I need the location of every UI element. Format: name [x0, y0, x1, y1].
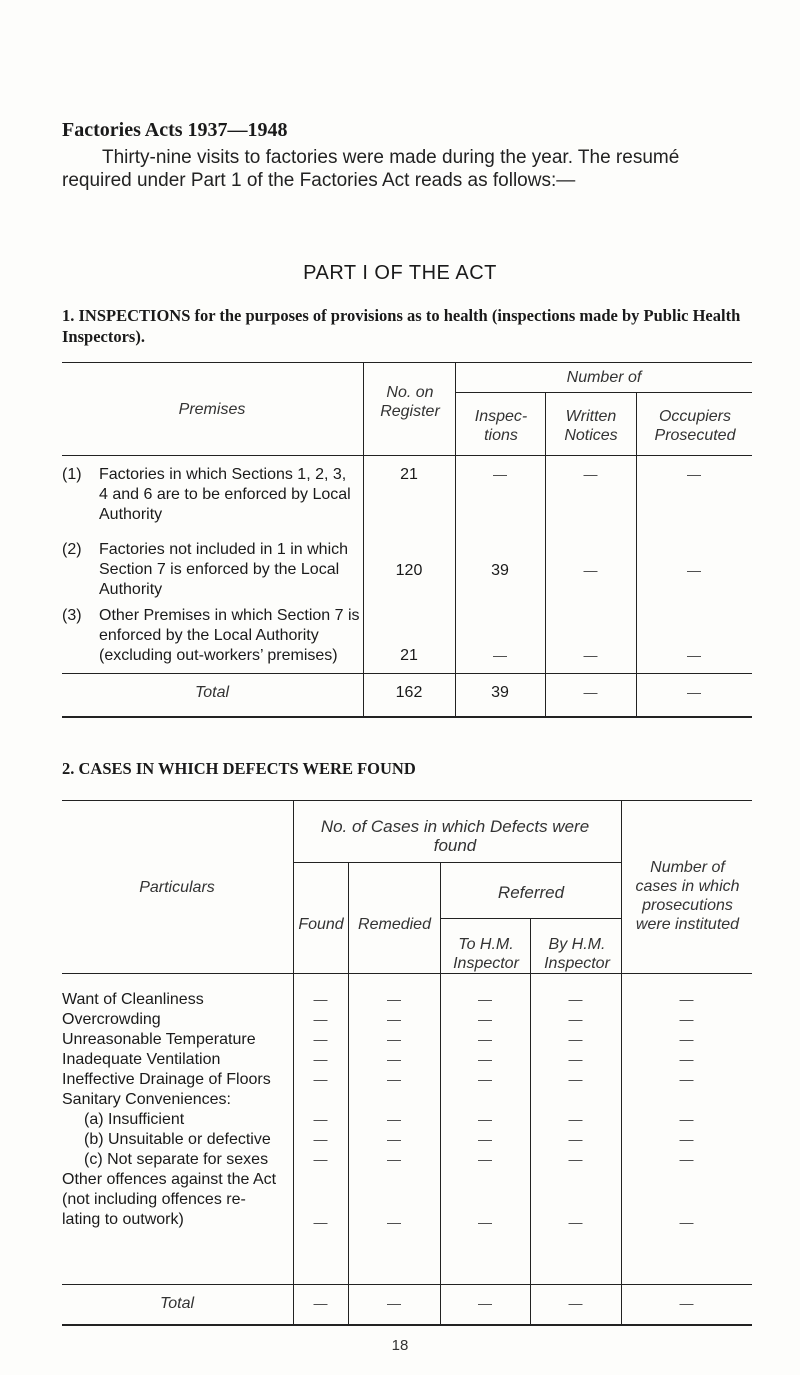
to-hm-value: —: [478, 1011, 492, 1027]
row-description: Factories in which Sections 1, 2, 3, 4 and 6 are to be enforced by Local Authority: [99, 466, 351, 523]
prosecutions-value: —: [679, 1011, 694, 1027]
by-hm-value: —: [568, 1071, 583, 1087]
row-label: (a) Insufficient: [84, 1111, 185, 1128]
total-found: —: [313, 1295, 328, 1311]
page-heading: Factories Acts 1937—1948: [62, 119, 288, 141]
total-remedied: —: [387, 1295, 401, 1311]
inspections-value: —: [493, 647, 507, 663]
prosecutions-value: —: [679, 1214, 694, 1230]
found-value: —: [313, 1011, 328, 1027]
total-inspections: 39: [491, 684, 509, 701]
header-particulars: Particulars: [139, 879, 215, 896]
header-to-hm-inspector: To H.M. Inspector: [453, 936, 519, 972]
header-cases-found: No. of Cases in which Defects were found: [320, 817, 590, 855]
by-hm-value: —: [568, 1214, 583, 1230]
prosecuted-value: —: [687, 647, 701, 663]
by-hm-value: —: [568, 1151, 583, 1167]
header-referred: Referred: [497, 883, 565, 902]
written-value: —: [583, 647, 598, 663]
to-hm-value: —: [478, 1031, 492, 1047]
prosecutions-value: —: [679, 1111, 694, 1127]
header-inspections: Inspec- tions: [474, 408, 528, 444]
by-hm-value: —: [568, 1011, 583, 1027]
row-label: (c) Not separate for sexes: [84, 1151, 269, 1168]
remedied-value: —: [387, 1111, 401, 1127]
to-hm-value: —: [478, 991, 492, 1007]
row-label: Overcrowding: [62, 1011, 161, 1028]
to-hm-value: —: [478, 1111, 492, 1127]
remedied-value: —: [387, 1031, 401, 1047]
remedied-value: —: [387, 1214, 401, 1230]
found-value: —: [313, 1214, 328, 1230]
row-label: Sanitary Conveniences:: [62, 1091, 231, 1108]
section1-title: 1. INSPECTIONS for the purposes of provisions as to health (inspections made by Public Health Inspectors).: [62, 306, 741, 346]
row-number: (2): [62, 541, 82, 558]
prosecuted-value: —: [687, 466, 701, 482]
page-number: 18: [391, 1337, 409, 1354]
header-found: Found: [298, 916, 344, 933]
section2-title: 2. CASES IN WHICH DEFECTS WERE FOUND: [62, 759, 416, 778]
row-label: Other offences against the Act (not including offences re- lating to outwork): [62, 1171, 277, 1228]
prosecutions-value: —: [679, 1151, 694, 1167]
header-number-of: Number of: [566, 369, 642, 386]
header-register: No. on Register: [380, 384, 440, 420]
total-prosecutions: —: [679, 1295, 694, 1311]
by-hm-value: —: [568, 1131, 583, 1147]
total-written: —: [583, 684, 598, 700]
header-premises: Premises: [178, 401, 246, 418]
part-title: PART I OF THE ACT: [303, 262, 497, 284]
found-value: —: [313, 1031, 328, 1047]
prosecuted-value: —: [687, 562, 701, 578]
row-description: Other Premises in which Section 7 is enforced by the Local Authority (excluding out-workers’ premises): [99, 607, 360, 664]
inspections-value: 39: [491, 562, 509, 579]
inspections-value: —: [493, 466, 507, 482]
to-hm-value: —: [478, 1151, 492, 1167]
remedied-value: —: [387, 1051, 401, 1067]
row-number: (1): [62, 466, 82, 483]
header-remedied: Remedied: [358, 916, 431, 933]
remedied-value: —: [387, 1071, 401, 1087]
by-hm-value: —: [568, 1051, 583, 1067]
remedied-value: —: [387, 991, 401, 1007]
found-value: —: [313, 1131, 328, 1147]
row-label: (b) Unsuitable or defective: [84, 1131, 271, 1148]
total-label: Total: [159, 1295, 195, 1312]
by-hm-value: —: [568, 1111, 583, 1127]
row-label: Unreasonable Temperature: [62, 1031, 256, 1048]
found-value: —: [313, 1051, 328, 1067]
to-hm-value: —: [478, 1131, 492, 1147]
to-hm-value: —: [478, 1071, 492, 1087]
row-label: Inadequate Ventilation: [62, 1051, 221, 1068]
written-value: —: [583, 466, 598, 482]
total-register: 162: [395, 684, 423, 701]
found-value: —: [313, 1071, 328, 1087]
header-occupiers-prosecuted: Occupiers Prosecuted: [654, 408, 736, 444]
total-by-hm: —: [568, 1295, 583, 1311]
header-written-notices: Written Notices: [564, 408, 618, 444]
header-by-hm-inspector: By H.M. Inspector: [544, 936, 610, 972]
header-prosecutions: Number of cases in which prosecutions were instituted: [635, 859, 740, 933]
found-value: —: [313, 1111, 328, 1127]
total-label: Total: [194, 684, 230, 701]
row-label: Want of Cleanliness: [62, 991, 204, 1008]
to-hm-value: —: [478, 1051, 492, 1067]
written-value: —: [583, 562, 598, 578]
total-to-hm: —: [478, 1295, 492, 1311]
prosecutions-value: —: [679, 1131, 694, 1147]
found-value: —: [313, 1151, 328, 1167]
prosecutions-value: —: [679, 1071, 694, 1087]
remedied-value: —: [387, 1131, 401, 1147]
remedied-value: —: [387, 1011, 401, 1027]
row-description: Factories not included in 1 in which Section 7 is enforced by the Local Authority: [99, 541, 349, 598]
row-number: (3): [62, 607, 82, 624]
remedied-value: —: [387, 1151, 401, 1167]
prosecutions-value: —: [679, 1031, 694, 1047]
row-label: Ineffective Drainage of Floors: [62, 1071, 271, 1088]
prosecutions-value: —: [679, 1051, 694, 1067]
found-value: —: [313, 991, 328, 1007]
register-value: 120: [395, 562, 423, 579]
register-value: 21: [400, 647, 418, 664]
intro-paragraph: Thirty-nine visits to factories were made during the year. The resumé required under Part 1 of the Factories Act reads as follows:—: [62, 147, 680, 191]
total-prosecuted: —: [687, 684, 701, 700]
by-hm-value: —: [568, 1031, 583, 1047]
prosecutions-value: —: [679, 991, 694, 1007]
register-value: 21: [400, 466, 418, 483]
by-hm-value: —: [568, 991, 583, 1007]
to-hm-value: —: [478, 1214, 492, 1230]
